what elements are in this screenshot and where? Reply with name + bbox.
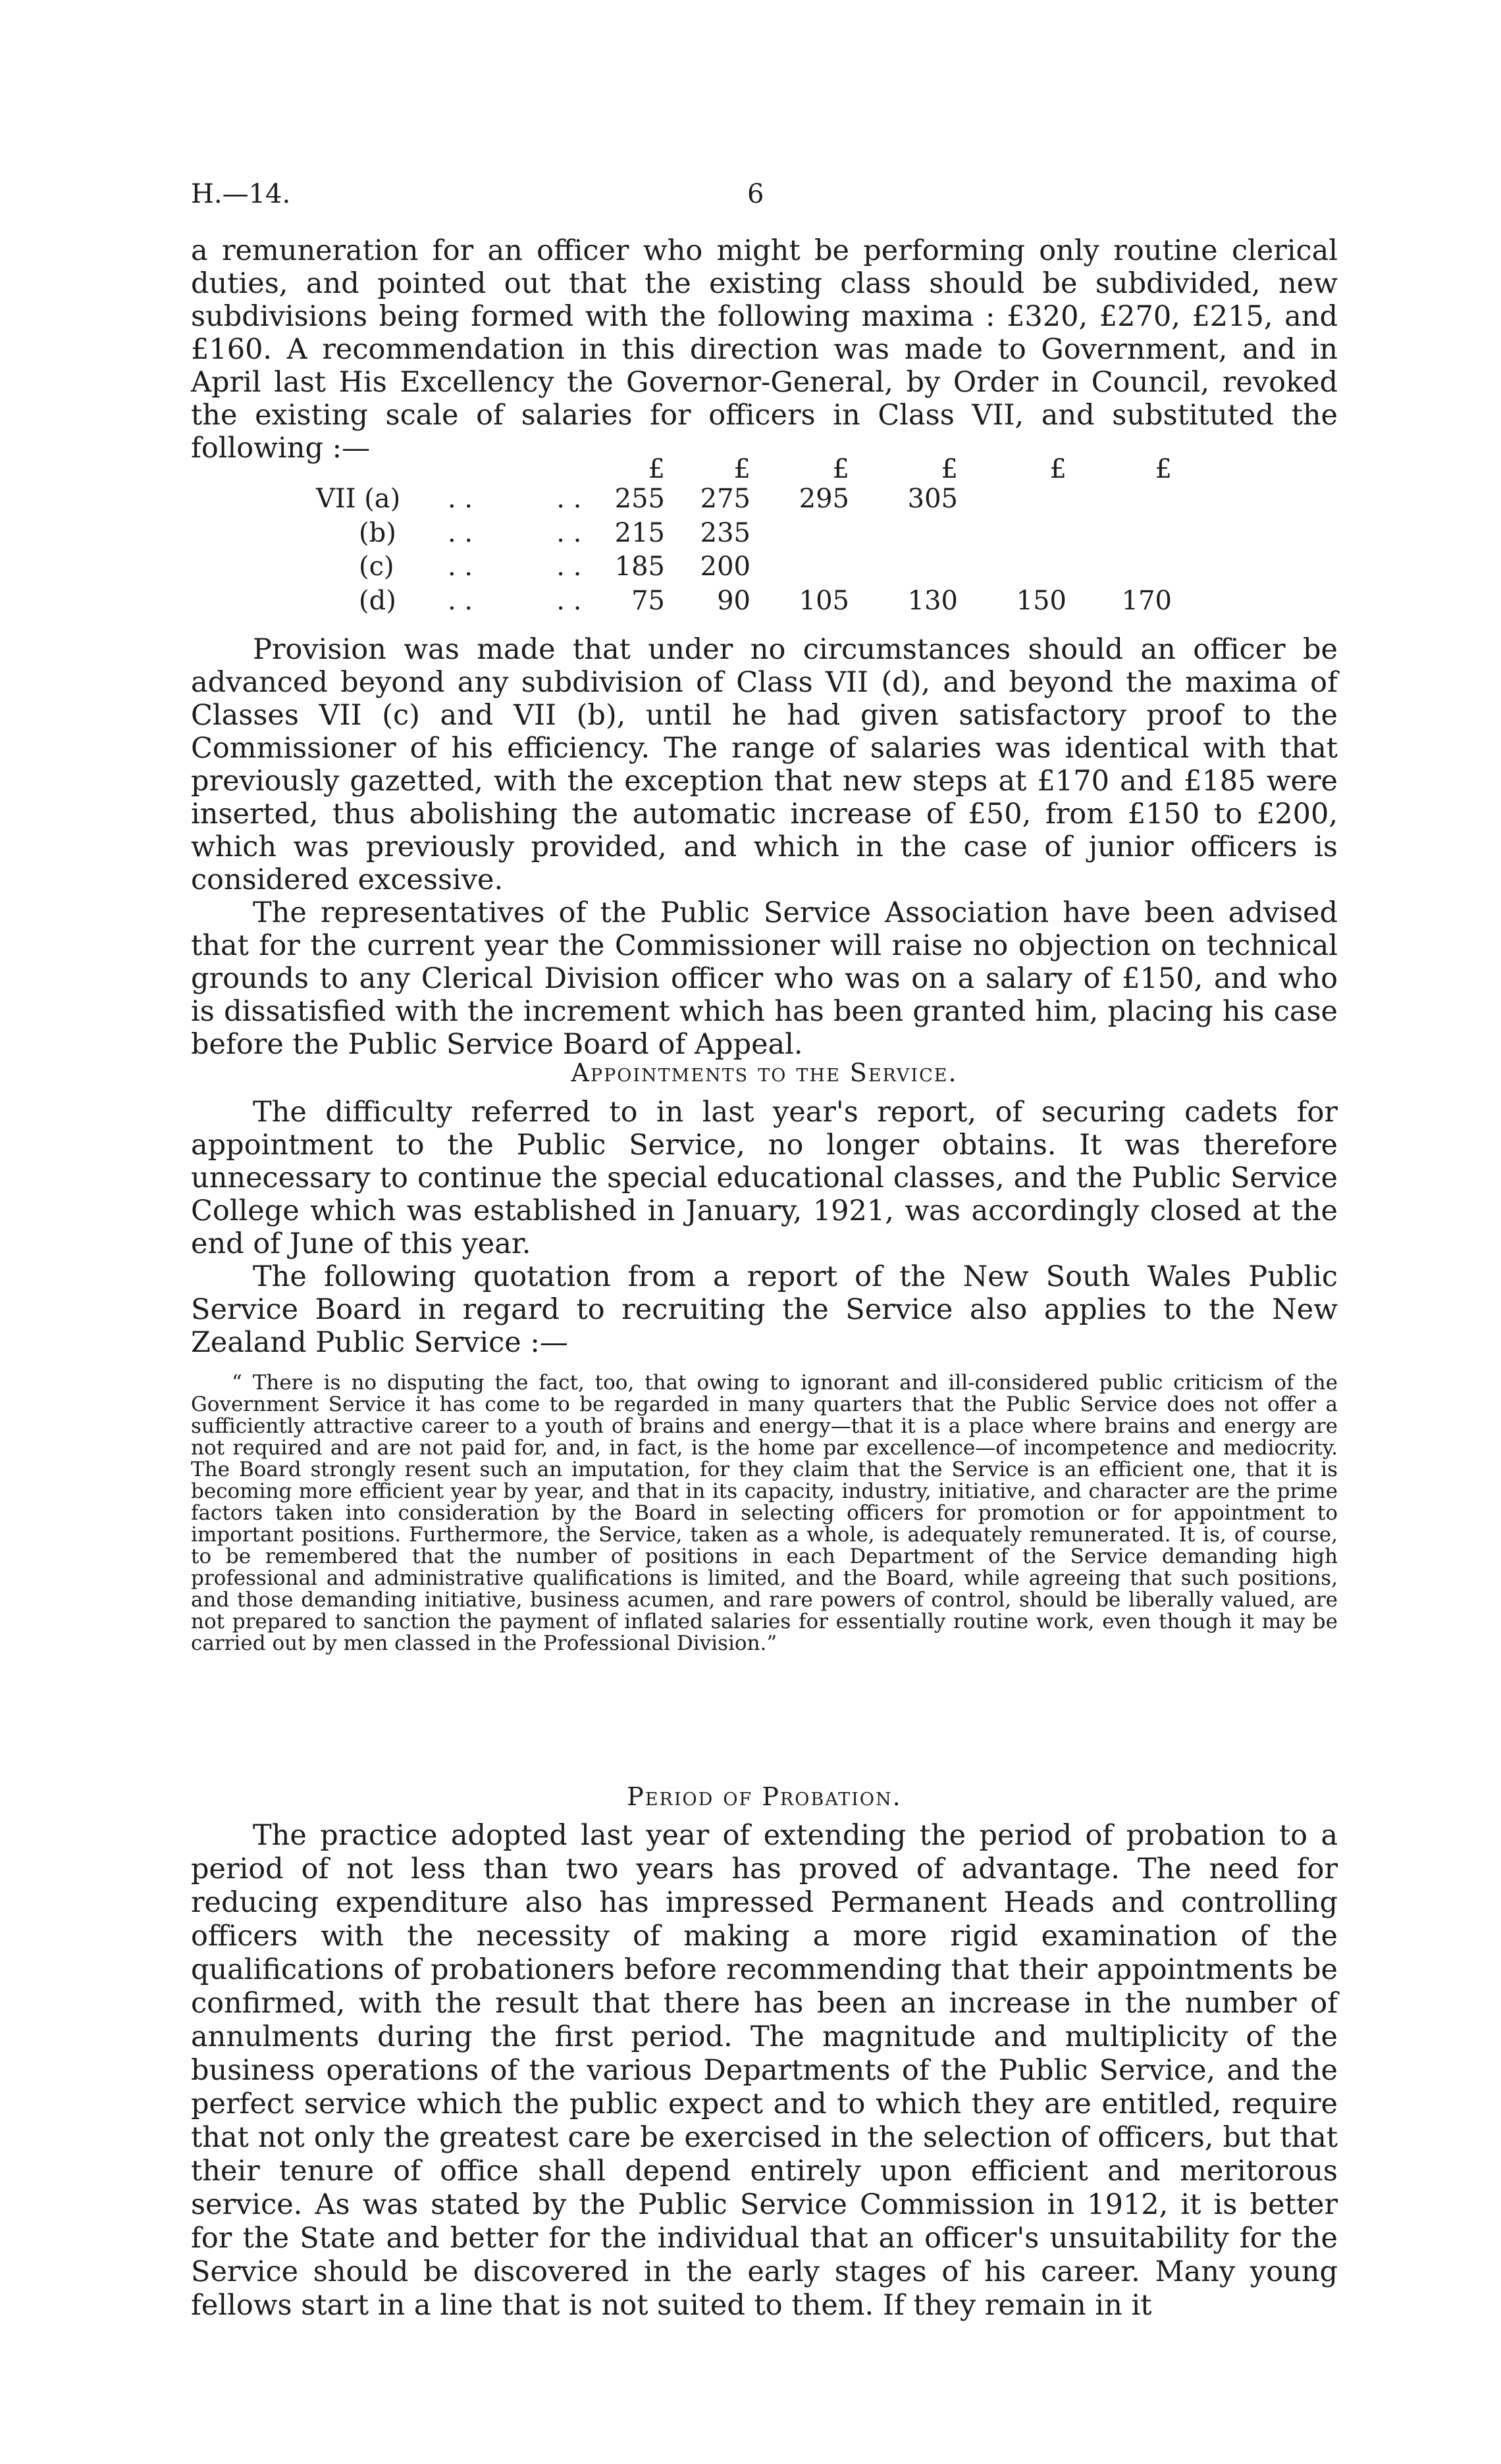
nsw-board-quotation — [191, 1372, 1338, 1655]
section-heading-probation: Period of Probation. — [627, 1782, 902, 1811]
salary-scale-table — [191, 454, 1338, 619]
paragraph-quotation-intro: The following quotation from a report of the New South Wales Public Service Board in regard to recruiting the Service also applies to the New Zealand Public Service :— — [191, 1260, 1338, 1359]
row-leader: . . . . — [448, 518, 582, 548]
paragraph-salary-subdivision — [191, 234, 1338, 465]
salary-value: 215 — [614, 518, 665, 548]
currency-header: £ — [941, 454, 958, 484]
section-appointments — [191, 1096, 1338, 1359]
paragraph-probation: The practice adopted last year of extending the period of probation to a period of not less than two years has proved of advantage. The need for reducing expenditure also has impressed Permanent Heads and controlling officers with the necessity of making a more rigid examination of the qualifications of probationers before recommending that their appointments be confirmed, with the result that there has been an increase in the number of annulments during the first period. The magnitude and multiplicity of the business operations of the various Departments of the Public Service, and the perfect service which the public expect and to which they are entitled, require that not only the greatest care be exercised in the selection of officers, but that their tenure of office shall depend entirely upon efficient and meritorous service. As was stated by the Public Service Commission in 1912, it is better for the State and better for the individual that an officer's unsuitability for the Service should be discovered in the early stages of his career. Many young fellows start in a line that is not suited to them. If they remain in it — [191, 1819, 1338, 2322]
salary-value: 275 — [700, 484, 750, 514]
salary-value: 90 — [717, 586, 750, 616]
salary-value: 295 — [799, 484, 849, 514]
row-leader: . . . . — [448, 484, 582, 514]
quotation-text: “ There is no disputing the fact, too, that owing to ignorant and ill-considered public criticism of the Government Service it has come to be regarded in many quarters that the Public Service does not offer a sufficiently attractive career to a youth of brains and energy—that it is a place where brains and energy are not required and are not paid for, and, in fact, is the home par excellence—of incompetence and mediocrity. The Board strongly resent such an imputation, for they claim that the Service is an efficient one, that it is becoming more efficient year by year, and that in its capacity, industry, initiative, and character are the prime factors taken into consideration by the Board in selecting officers for promotion or for appointment to important positions. Furthermore, the Service, taken as a whole, is adequately remunerated. It is, of course, to be remembered that the number of positions in each Department of the Service demanding high professional and administrative qualifications is limited, and the Board, while agreeing that such positions, and those demanding initiative, business acumen, and rare powers of control, should be liberally valued, are not prepared to sanction the payment of inflated salaries for essentially routine work, even though it may be carried out by men classed in the Professional Division.” — [191, 1371, 1338, 1655]
paragraph-association: The representatives of the Public Service Association have been advised that for the current year the Commissioner will raise no objection on technical grounds to any Clerical Division officer who was on a salary of £150, and who is dissatisfied with the increment which has been granted him, placing his case before the Public Service Board of Appeal. — [191, 896, 1338, 1061]
row-leader: . . . . — [448, 552, 582, 582]
currency-header: £ — [648, 454, 665, 484]
page-number: 6 — [747, 179, 764, 209]
row-label: VII (a) — [316, 484, 401, 514]
currency-header: £ — [1155, 454, 1172, 484]
section-heading-appointments: Appointments to the Service. — [571, 1058, 958, 1087]
section-probation — [191, 1819, 1338, 2323]
document-reference: H.—14. — [191, 179, 291, 209]
salary-value: 105 — [799, 586, 849, 616]
salary-value: 235 — [700, 518, 750, 548]
paragraph-text: a remuneration for an officer who might be performing only routine clerical duties, and pointed out that the existing class should be subdivided, new subdivisions being formed with the following maxima : £320, £270, £215, and £160. A recommendation in this direction was made to Government, and in April last His Excellency the Governor-General, by Order in Council, revoked the existing scale of salaries for officers in Class VII, and substituted the following :— — [191, 234, 1338, 465]
row-label: (b) — [359, 518, 396, 548]
salary-value: 255 — [614, 484, 665, 514]
row-leader: . . . . — [448, 586, 582, 616]
row-label: (d) — [359, 586, 396, 616]
salary-value: 130 — [907, 586, 958, 616]
salary-value: 170 — [1121, 586, 1172, 616]
paragraph-cadets: The difficulty referred to in last year's report, of securing cadets for appointment to the Public Service, no longer obtains. It was therefore unnecessary to continue the special educational classes, and the Public Service College which was established in January, 1921, was accordingly closed at the end of June of this year. — [191, 1096, 1338, 1260]
salary-value: 150 — [1016, 586, 1066, 616]
currency-header: £ — [733, 454, 750, 484]
page-header — [191, 179, 1336, 218]
paragraph-provision: Provision was made that under no circumstances should an officer be advanced beyond any subdivision of Class VII (d), and beyond the maxima of Classes VII (c) and VII (b), until he had given satisfactory proof to the Commissioner of his efficiency. The range of salaries was identical with that previously gazetted, with the exception that new steps at £170 and £185 were inserted, thus abolishing the automatic increase of £50, from £150 to £200, which was previously provided, and which in the case of junior officers is considered excessive. — [191, 633, 1338, 896]
section-salaries-continued — [191, 633, 1338, 1061]
salary-value: 185 — [614, 552, 665, 582]
row-label: (c) — [359, 552, 394, 582]
currency-header: £ — [832, 454, 849, 484]
currency-header: £ — [1049, 454, 1066, 484]
salary-value: 305 — [907, 484, 958, 514]
salary-value: 75 — [631, 586, 665, 616]
salary-value: 200 — [700, 552, 750, 582]
